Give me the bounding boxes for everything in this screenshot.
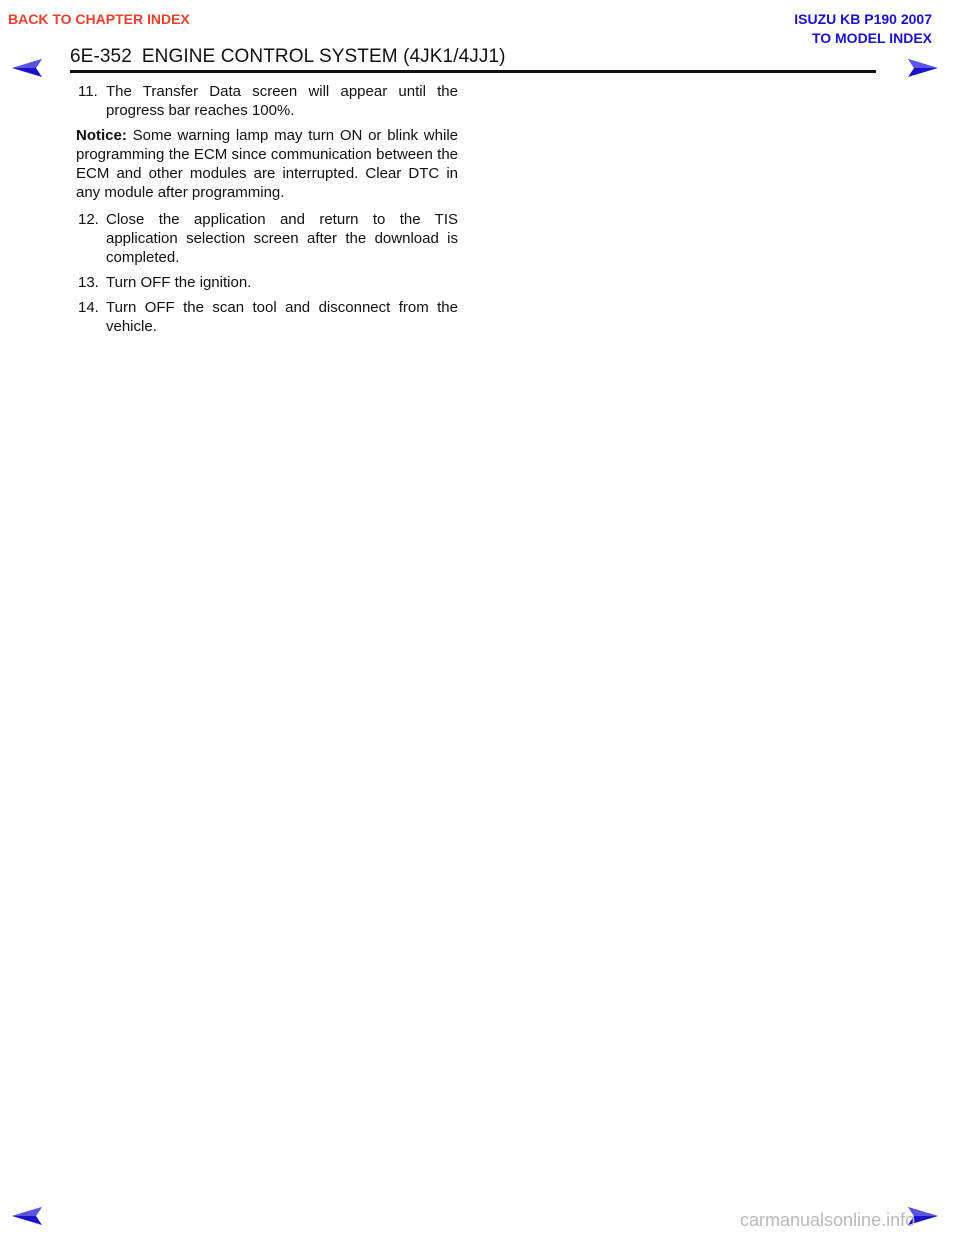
notice bbox=[76, 126, 458, 202]
notice-label: Notice: bbox=[76, 127, 127, 144]
step-number: 12. bbox=[78, 211, 99, 228]
notice-text: Some warning lamp may turn ON or blink while programming the ECM since communication between the ECM and other modules are interrupted. Clear DTC in any module after programming. bbox=[76, 127, 458, 201]
header-rule bbox=[70, 70, 876, 73]
arrow-left-icon[interactable] bbox=[12, 58, 42, 78]
arrow-right-icon[interactable] bbox=[908, 58, 938, 78]
to-model-index-link[interactable]: TO MODEL INDEX bbox=[811, 30, 932, 46]
step-14 bbox=[76, 298, 458, 336]
step-text: The Transfer Data screen will appear until the progress bar reaches 100%. bbox=[106, 83, 458, 119]
step-number: 11. bbox=[78, 83, 98, 100]
step-13 bbox=[76, 273, 458, 292]
arrow-left-icon[interactable] bbox=[12, 1206, 42, 1226]
model-title: ISUZU KB P190 2007 bbox=[794, 11, 932, 27]
watermark: carmanualsonline.info bbox=[740, 1210, 916, 1230]
back-to-chapter-index-link[interactable]: BACK TO CHAPTER INDEX bbox=[8, 11, 190, 27]
page-number: 6E-352 bbox=[70, 46, 132, 67]
step-12 bbox=[76, 210, 458, 267]
step-text: Turn OFF the scan tool and disconnect from the vehicle. bbox=[106, 299, 458, 335]
step-number: 13. bbox=[78, 274, 99, 291]
step-text: Turn OFF the ignition. bbox=[106, 274, 252, 291]
step-text: Close the application and return to the TIS application selection screen after the download is completed. bbox=[106, 211, 458, 266]
page-header bbox=[70, 46, 506, 68]
section-title: ENGINE CONTROL SYSTEM (4JK1/4JJ1) bbox=[141, 46, 506, 67]
step-number: 14. bbox=[78, 299, 99, 316]
step-11 bbox=[76, 82, 458, 120]
procedure-content bbox=[76, 82, 458, 342]
